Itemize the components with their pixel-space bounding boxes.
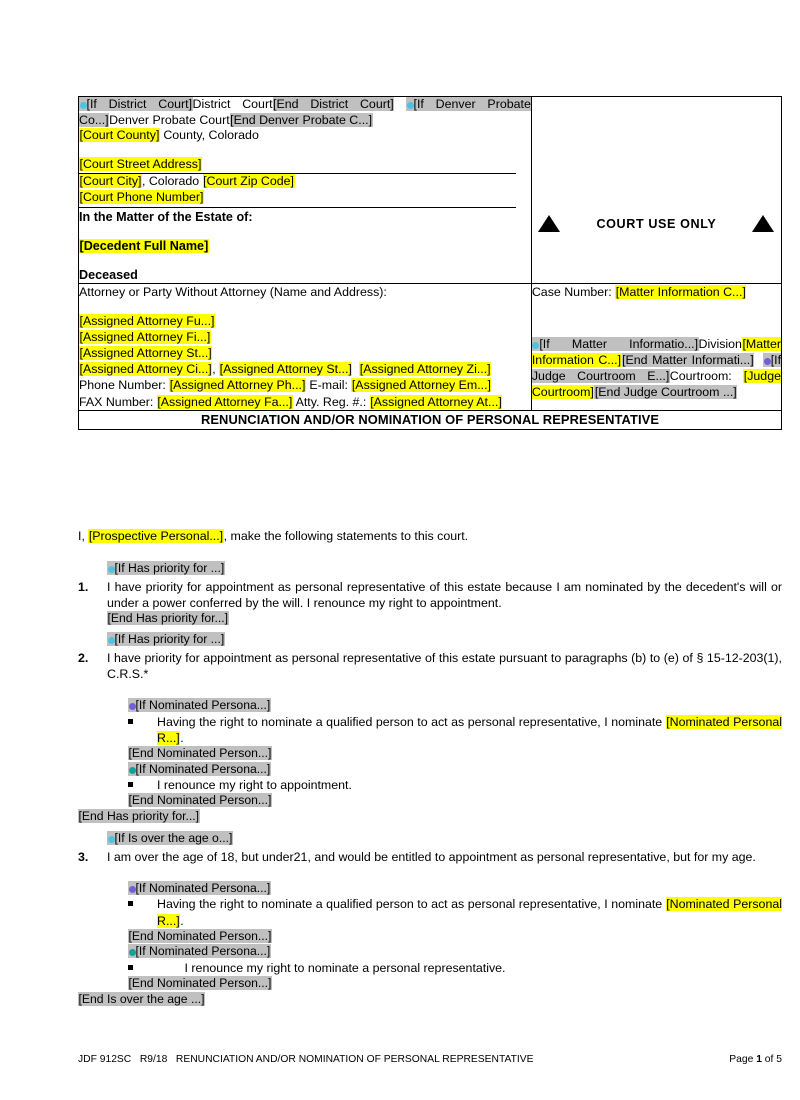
- bullet-square-icon: [128, 782, 133, 787]
- email-label: E-mail:: [305, 378, 352, 393]
- item3-bullet-b-end-line: [128, 976, 782, 992]
- if-judge-courtroom-tag[interactable]: [If Judge Courtroom E...]: [531, 352, 782, 384]
- footer-page-of: of: [764, 1054, 774, 1065]
- nominated-personal-rep-field-3[interactable]: [Nominated Personal R...]: [157, 897, 782, 928]
- numbered-item-3-group: [78, 831, 782, 1007]
- item3-text: I am over the age of 18, but under21, and would be entitled to appointment as personal representative, but for my age.: [107, 849, 756, 864]
- triangle-up-icon-right: [752, 215, 774, 232]
- court-phone-field[interactable]: [Court Phone Number]: [79, 189, 204, 204]
- court-name-conditional-line: [79, 97, 531, 128]
- courtroom-field[interactable]: [Judge Courtroom]: [531, 369, 781, 400]
- document-title-cell: [79, 410, 782, 429]
- item1-text: I have priority for appointment as personal representative of this estate because I am nominated by the decedent's will or under a power conferred by the will. I renounce my right to appointment.: [107, 579, 782, 610]
- condition-dot-icon: [108, 836, 115, 843]
- condition-dot-icon: [129, 949, 136, 956]
- attorney-state-field[interactable]: [Assigned Attorney St...]: [219, 362, 352, 377]
- division-field[interactable]: [Matter Information C...]: [531, 336, 781, 367]
- if-matter-division-tag[interactable]: [If Matter Informatio...]: [532, 337, 699, 351]
- county-state-text: County, Colorado: [159, 128, 259, 143]
- footer-page-current: 1: [756, 1054, 762, 1065]
- attorney-city-state-zip-line: [Assigned Attorney Ci...], [Assigned Attorney St...] [Assigned Attorney Zi...]: [79, 362, 491, 377]
- court-caption-table: [78, 96, 782, 430]
- end-judge-courtroom-tag[interactable]: [End Judge Courtroom ...]: [594, 385, 737, 400]
- end-has-priority-tag-1[interactable]: [End Has priority for...]: [107, 611, 229, 626]
- court-identification-cell: [79, 97, 532, 284]
- end-is-over-age-tag[interactable]: [End Is over the age ...]: [78, 991, 205, 1006]
- attorney-fax-field[interactable]: [Assigned Attorney Fa...]: [157, 394, 293, 409]
- division-label: Division: [698, 336, 742, 351]
- if-nominated-person-tag-2a[interactable]: [If Nominated Persona...]: [128, 698, 271, 712]
- deceased-label: Deceased: [79, 267, 138, 282]
- item3-if-line: [107, 831, 782, 847]
- item2-bullet-b-if-line: [128, 762, 782, 778]
- footer-page-indicator: [729, 1054, 782, 1065]
- bullet-square-icon: [128, 965, 133, 970]
- end-district-court-tag[interactable]: [End District Court]: [273, 97, 394, 111]
- item3-bullet-a-tail: .: [180, 913, 184, 928]
- item3-number: 3.: [78, 849, 89, 864]
- item2-bullet-a-end-line: [128, 746, 782, 762]
- item1-end-line: [107, 611, 782, 627]
- if-has-priority-tag-1[interactable]: [If Has priority for ...]: [107, 561, 225, 575]
- spacer: [79, 225, 531, 238]
- city-state-separator: , Colorado: [141, 174, 203, 189]
- caption-row-title: [79, 410, 782, 429]
- footer-title: RENUNCIATION AND/OR NOMINATION OF PERSONAL REPRESENTATIVE: [175, 1054, 534, 1065]
- numbered-item-1: [78, 579, 782, 612]
- item2-bullet-b-text: I renounce my right to appointment.: [157, 778, 352, 793]
- item2-text: I have priority for appointment as personal representative of this estate pursuant to paragraphs (b) to (e) of § 15-12-203(1), C.R.S.*: [107, 650, 782, 681]
- item3-bullet-a-end-line: [128, 929, 782, 945]
- intro-lead-text: I,: [78, 529, 89, 543]
- court-use-only-cell: [531, 97, 781, 284]
- end-matter-division-tag[interactable]: [End Matter Informati...]: [622, 352, 754, 367]
- if-is-over-age-tag[interactable]: [If Is over the age o...]: [107, 831, 233, 845]
- attorney-reg-field[interactable]: [Assigned Attorney At...]: [370, 394, 502, 409]
- attorney-street-field[interactable]: [Assigned Attorney St...]: [79, 345, 212, 360]
- attorney-zip-field[interactable]: [Assigned Attorney Zi...]: [359, 362, 491, 377]
- footer-page-total: 5: [776, 1054, 782, 1065]
- item1-number: 1.: [78, 579, 89, 594]
- spacer: [79, 254, 531, 267]
- attorney-firm-field[interactable]: [Assigned Attorney Fi...]: [79, 329, 211, 344]
- estate-heading: In the Matter of the Estate of:: [79, 209, 253, 224]
- prospective-personal-rep-field[interactable]: [Prospective Personal...]: [88, 529, 224, 543]
- court-city-field[interactable]: [Court City]: [79, 174, 142, 189]
- if-district-court-tag[interactable]: [If District Court]: [79, 97, 193, 111]
- end-nominated-person-tag-2b[interactable]: [End Nominated Person...]: [128, 793, 272, 808]
- numbered-item-3: [78, 849, 782, 865]
- condition-dot-icon: [108, 637, 115, 644]
- end-nominated-person-tag-2a[interactable]: [End Nominated Person...]: [128, 746, 272, 761]
- courtroom-label: Courtroom:: [669, 369, 744, 384]
- if-nominated-person-tag-3a[interactable]: [If Nominated Persona...]: [128, 881, 271, 895]
- intro-tail-text: , make the following statements to this court.: [223, 529, 469, 543]
- spacer: [79, 144, 531, 157]
- footer-revision: R9/18: [139, 1054, 168, 1065]
- item3-bullet-a-lead: Having the right to nominate a qualified person to act as personal representative, I nominate: [157, 897, 666, 912]
- attorney-heading: Attorney or Party Without Attorney (Name and Address):: [79, 284, 387, 299]
- condition-dot-icon: [129, 886, 136, 893]
- decedent-name-line: [79, 238, 531, 254]
- attorney-cell: [79, 283, 532, 410]
- division-courtroom-block: [532, 336, 781, 401]
- footer-gap-2: [167, 1054, 176, 1065]
- page-footer: [78, 1054, 782, 1065]
- item1-if-line: [107, 561, 782, 577]
- condition-dot-icon: [129, 703, 136, 710]
- item2-bullet-a-if-line: [128, 698, 782, 714]
- court-phone-line: [79, 190, 531, 206]
- end-has-priority-tag-2[interactable]: [End Has priority for...]: [78, 808, 200, 823]
- item3-bullet-b-if-line: [128, 944, 782, 960]
- item2-bullet-a: [128, 714, 782, 747]
- page-title: RENUNCIATION AND/OR NOMINATION OF PERSONAL REPRESENTATIVE: [200, 411, 660, 427]
- condition-dot-icon: [108, 566, 115, 573]
- attorney-email-field[interactable]: [Assigned Attorney Em...]: [351, 378, 491, 393]
- court-county-line: [79, 128, 531, 144]
- footer-gap-1: [131, 1054, 140, 1065]
- reg-label: Atty. Reg. #.:: [292, 394, 370, 409]
- item3-end-line: [78, 992, 782, 1008]
- attorney-fax-reg-line: [79, 394, 531, 410]
- if-nominated-person-tag-3b[interactable]: [If Nominated Persona...]: [128, 944, 271, 958]
- fax-label: FAX Number:: [79, 394, 157, 409]
- attorney-street-line: [79, 345, 531, 361]
- triangle-up-icon-left: [538, 215, 560, 232]
- attorney-city-field[interactable]: [Assigned Attorney Ci...]: [79, 362, 212, 377]
- court-county-field[interactable]: [Court County]: [79, 128, 160, 143]
- case-number-line: [532, 284, 781, 300]
- end-nominated-person-tag-3b[interactable]: [End Nominated Person...]: [128, 976, 272, 991]
- court-zip-field[interactable]: [Court Zip Code]: [203, 174, 294, 189]
- item2-bullet-group: [128, 698, 782, 809]
- item3-bullet-a-if-line: [128, 881, 782, 897]
- caption-row-attorney: [79, 283, 782, 410]
- end-nominated-person-tag-3a[interactable]: [End Nominated Person...]: [128, 928, 272, 943]
- item2-end-line: [78, 809, 782, 825]
- court-city-zip-line: [79, 174, 531, 190]
- gap-2: [754, 353, 763, 367]
- condition-dot-icon: [129, 767, 136, 774]
- caption-row-court: [79, 97, 782, 284]
- end-denver-probate-tag[interactable]: [End Denver Probate C...]: [230, 112, 373, 127]
- item2-bullet-a-lead: Having the right to nominate a qualified person to act as personal representative, I nominate: [157, 714, 666, 729]
- footer-form-number: JDF 912SC: [78, 1054, 132, 1065]
- case-number-label: Case Number:: [531, 284, 616, 299]
- bullet-square-icon: [128, 719, 133, 724]
- item3-bullet-b-text: I renounce my right to nominate a personal representative.: [157, 960, 506, 975]
- spacer: [78, 682, 782, 698]
- item2-number: 2.: [78, 650, 89, 665]
- bullet-square-icon: [128, 901, 133, 906]
- spacer: [532, 300, 781, 336]
- item2-bullet-b: [128, 777, 782, 793]
- spacer: [79, 300, 531, 313]
- intro-statement: [78, 529, 782, 543]
- item2-bullet-b-end-line: [128, 793, 782, 809]
- court-street-address-field[interactable]: [Court Street Address]: [79, 156, 202, 171]
- district-court-text: District Court: [192, 97, 273, 111]
- footer-page-prefix: Page: [729, 1054, 754, 1065]
- condition-dot-icon: [80, 102, 87, 109]
- if-has-priority-tag-2[interactable]: [If Has priority for ...]: [107, 632, 225, 646]
- gap-1: [394, 97, 406, 111]
- nominated-personal-rep-field-2[interactable]: [Nominated Personal R...]: [157, 714, 782, 745]
- attorney-firm-line: [79, 329, 531, 345]
- item3-bullet-a: [128, 896, 782, 929]
- item2-bullet-a-tail: .: [180, 730, 184, 745]
- decedent-full-name-field[interactable]: [Decedent Full Name]: [79, 238, 209, 253]
- numbered-item-1-group: [78, 561, 782, 627]
- attorney-phone-field[interactable]: [Assigned Attorney Ph...]: [169, 378, 306, 393]
- if-denver-probate-tag[interactable]: [If Denver Probate Co...]: [79, 97, 531, 127]
- court-use-only-group: [532, 215, 781, 232]
- numbered-item-2-group: [78, 632, 782, 824]
- case-number-field[interactable]: [Matter Information C...]: [615, 284, 746, 299]
- case-number-cell: [531, 283, 781, 410]
- condition-dot-icon: [764, 358, 771, 365]
- phone-label: Phone Number:: [79, 378, 170, 393]
- court-use-only-label: COURT USE ONLY: [596, 216, 717, 231]
- item3-bullet-group: [128, 881, 782, 992]
- attorney-fullname-line: [79, 313, 531, 329]
- item3-bullet-b: [128, 960, 782, 976]
- attorney-phone-email-line: [79, 377, 531, 393]
- denver-probate-court-text: Denver Probate Court: [109, 112, 230, 127]
- item2-if-line: [107, 632, 782, 648]
- if-nominated-person-tag-2b[interactable]: [If Nominated Persona...]: [128, 762, 271, 776]
- footer-left-group: [78, 1054, 533, 1065]
- attorney-full-name-field[interactable]: [Assigned Attorney Fu...]: [79, 313, 215, 328]
- spacer: [78, 865, 782, 881]
- court-street-address-line: [79, 157, 531, 173]
- condition-dot-icon: [407, 102, 414, 109]
- numbered-item-2: [78, 650, 782, 683]
